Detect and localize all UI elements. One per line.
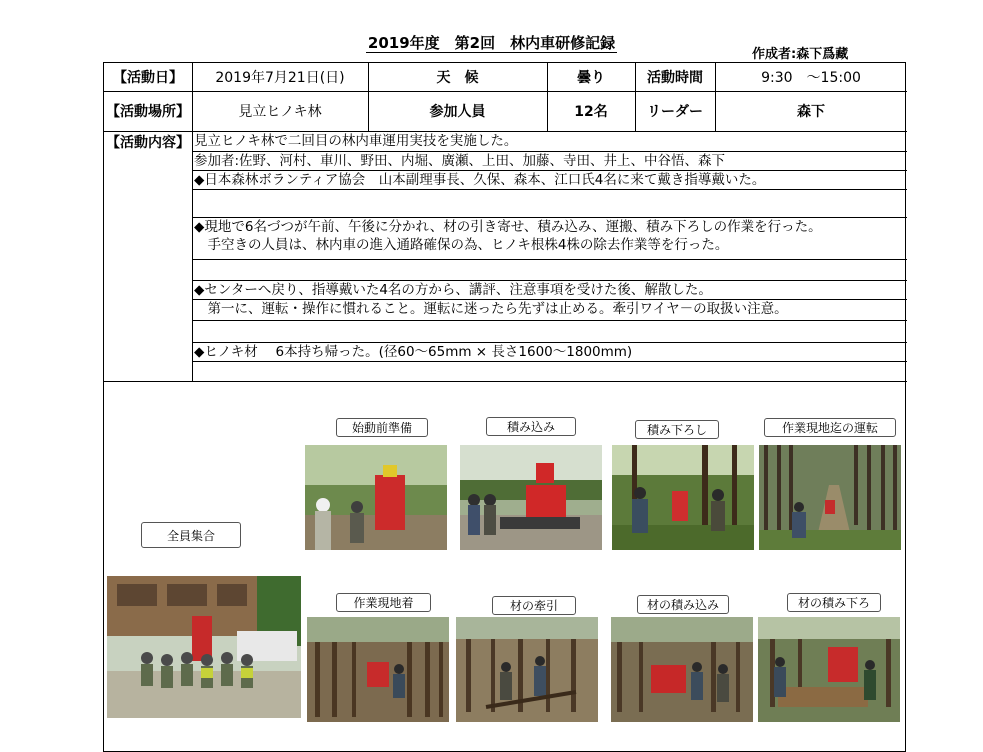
- author: 作成者:森下爲藏: [752, 47, 849, 62]
- photo-1: [305, 445, 447, 550]
- photo-caption-8: 材の積み下ろ: [787, 593, 881, 612]
- photo-caption-6: 材の牽引: [492, 596, 576, 615]
- photo-6: [456, 617, 598, 722]
- divider: [104, 381, 907, 382]
- content-label: 【活動内容】: [106, 134, 190, 151]
- leader-label: リーダー: [647, 104, 703, 120]
- photo-caption-1: 始動前準備: [336, 418, 428, 437]
- photo-caption-5: 作業現地着: [336, 593, 431, 612]
- photo-7: [611, 617, 753, 722]
- time-label: 活動時間: [647, 70, 703, 86]
- photo-group: [107, 576, 301, 718]
- record-table: [103, 62, 906, 752]
- participants-value: 12名: [574, 104, 608, 120]
- divider: [104, 91, 907, 92]
- divider: [547, 63, 548, 131]
- photo-caption-7: 材の積み込み: [637, 595, 729, 614]
- photo-caption-2: 積み込み: [486, 417, 576, 436]
- date-label: 【活動日】: [113, 70, 183, 86]
- weather-label: 天 候: [436, 70, 479, 86]
- participants-label: 参加人員: [429, 104, 486, 120]
- content-line: ◆センターへ戻り、指導戴いた4名の方から、講評、注意事項を受けた後、解散した。: [192, 280, 907, 299]
- leader-value: 森下: [797, 104, 825, 120]
- place-label: 【活動場所】: [106, 104, 190, 120]
- divider: [368, 63, 369, 131]
- content-line: ◆現地で6名づつが午前、午後に分かれ、材の引き寄せ、積み込み、運搬、積み下ろしの作業を行った。: [192, 217, 907, 236]
- weather-value: 曇り: [577, 70, 605, 86]
- divider: [192, 63, 193, 131]
- content-line: ◆ヒノキ材 6本持ち帰った。(径60～65mm × 長さ1600～1800mm): [192, 342, 907, 361]
- content-line: [192, 259, 907, 280]
- content-line: 手空きの人員は、林内車の進入通路確保の為、ヒノキ根株4株の除去作業等を行った。: [194, 237, 729, 253]
- photo-2: [460, 445, 602, 550]
- content-line: [192, 320, 907, 342]
- divider: [635, 63, 636, 131]
- photo-caption-group: 全員集合: [141, 522, 241, 548]
- photo-4: [759, 445, 901, 550]
- photo-3: [612, 445, 754, 550]
- place-value: 見立ヒノキ林: [238, 104, 322, 120]
- photo-5: [307, 617, 449, 722]
- date-value: 2019年7月21日(日): [215, 70, 345, 86]
- photo-caption-4: 作業現地迄の運転: [764, 418, 896, 437]
- content-line: 第一に、運転・操作に慣れること。運転に迷ったら先ずは止める。牽引ワイヤ－の取扱い注意。: [192, 299, 907, 318]
- document-title: 2019年度 第2回 林内車研修記録: [367, 34, 616, 52]
- content-line: 参加者:佐野、河村、車川、野田、内堀、廣瀬、上田、加藤、寺田、井上、中谷悟、森下: [192, 151, 907, 170]
- divider: [715, 63, 716, 131]
- content-line: [192, 189, 907, 217]
- content-line: 見立ヒノキ林で二回目の林内車運用実技を実施した。: [194, 133, 518, 149]
- photo-caption-3: 積み下ろし: [635, 420, 719, 439]
- time-value: 9:30 ～15:00: [761, 70, 861, 86]
- photo-8: [758, 617, 900, 722]
- content-line: [192, 361, 907, 381]
- content-line: ◆日本森林ボランティア協会 山本副理事長、久保、森本、江口氏4名に来て戴き指導戴いた。: [192, 170, 907, 189]
